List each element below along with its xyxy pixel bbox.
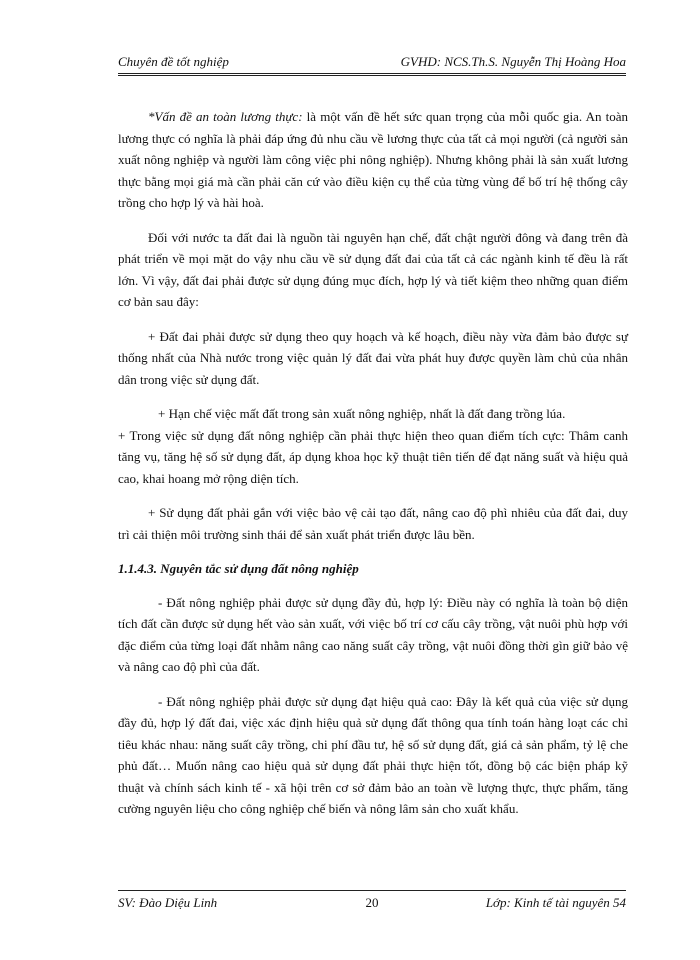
- paragraph-bullet-limit-loss: + Hạn chế việc mất đất trong sản xuất nông nghiệp, nhất là đất đang trồng lúa.: [158, 406, 566, 421]
- paragraph-principle-efficiency: - Đất nông nghiệp phải được sử dụng đạt hiệu quả cao: Đây là kết quả của việc sử dụng đầy đủ, hợp lý đất đai, việc xác định hiệu quả sử dụng đất thông qua tính toán hàng loạt các chỉ tiêu khác nhau: năng suất cây trồng, chi phí đầu tư, hệ số sử dụng đất, giá cả sản phẩm, tỷ lệ che phủ đất… Muốn nâng cao hiệu quả sử dụng đất phải thực hiện tốt, đồng bộ các biện pháp kỹ thuật và chính sách kinh tế - xã hội trên cơ sở đảm bảo an toàn về lượng thực, thực phẩm, tăng cường nguyên liệu cho công nghiệp chế biến và nông lâm sản cho xuất khẩu.: [118, 693, 628, 816]
- header-supervisor: GVHD: NCS.Th.S. Nguyễn Thị Hoàng Hoa: [400, 54, 626, 69]
- paragraph-bullet-protection: + Sử dụng đất phải gắn với việc bảo vệ cải tạo đất, nâng cao độ phì nhiêu của đất đai, duy trì cải thiện môi trường sinh thái để sản xuất phát triển được lâu bền.: [118, 505, 628, 542]
- paragraph-text: là một vấn đề hết sức quan trọng của mỗi quốc gia. An toàn lương thực có nghĩa là phải đáp ứng đủ nhu cầu về lương thực của tất cả mọi người (cả người sản xuất nông nghiệp và người làm công việc phi nông nghiệp). Nhưng không phải là sản xuất lương thực bằng mọi giá mà cần phải căn cứ vào điều kiện cụ thể của từng vùng để bố trí hệ thống cây trồng cho hợp lý và hài hoà.: [118, 109, 628, 210]
- section-heading: 1.1.4.3. Nguyên tắc sử dụng đất nông nghiệp: [118, 561, 359, 576]
- page-number: 20: [365, 895, 379, 910]
- header-divider: [118, 73, 626, 76]
- paragraph-food-security: [118, 106, 628, 214]
- page-header: [118, 51, 626, 73]
- footer-class: Lớp: Kinh tế tài nguyên 54: [485, 895, 626, 910]
- paragraph-bullet-planning: + Đất đai phải được sử dụng theo quy hoạch và kế hoạch, điều này vừa đảm bảo được sự thống nhất của Nhà nước trong việc quản lý đất đai vừa phát huy được quyền làm chủ của nhân dân trong việc sử dụng đất.: [118, 328, 628, 387]
- paragraph-lead: *Vấn đề an toàn lương thực:: [148, 109, 303, 124]
- paragraph-bullet-intensive: + Trong việc sử dụng đất nông nghiệp cần phải thực hiện theo quan điểm tích cực: Thâm canh tăng vụ, tăng hệ số sử dụng đất, áp dụng khoa học kỹ thuật tiên tiến để đạt năng suất và hiệu quả cao, khai hoang mở rộng diện tích.: [118, 427, 628, 486]
- footer-divider: [118, 890, 626, 891]
- header-course-title: Chuyên đề tốt nghiệp: [118, 54, 229, 69]
- paragraph-principle-full-use: - Đất nông nghiệp phải được sử dụng đầy đủ, hợp lý: Điều này có nghĩa là toàn bộ diện tích đất cần được sử dụng hết vào sản xuất, với việc bố trí cơ cấu cây trồng, vật nuôi phù hợp với đặc điểm của từng loại đất nhằm nâng cao năng suất cây trồng, vật nuôi đồng thời gìn giữ bảo vệ và nâng cao độ phì của đất.: [118, 594, 628, 674]
- paragraph-land-resource: Đối với nước ta đất đai là nguồn tài nguyên hạn chế, đất chật người đông và đang trên đà phát triển về mọi mặt do vậy nhu cầu về sử dụng đất đai của tất cả các ngành kinh tế đều là rất lớn. Vì vậy, đất đai phải được sử dụng đúng mục đích, hợp lý và tiết kiệm theo những quan điểm cơ bản sau đây:: [118, 229, 628, 309]
- page-footer: [118, 895, 626, 917]
- document-body: [118, 106, 628, 833]
- footer-student: SV: Đào Diệu Linh: [118, 895, 218, 910]
